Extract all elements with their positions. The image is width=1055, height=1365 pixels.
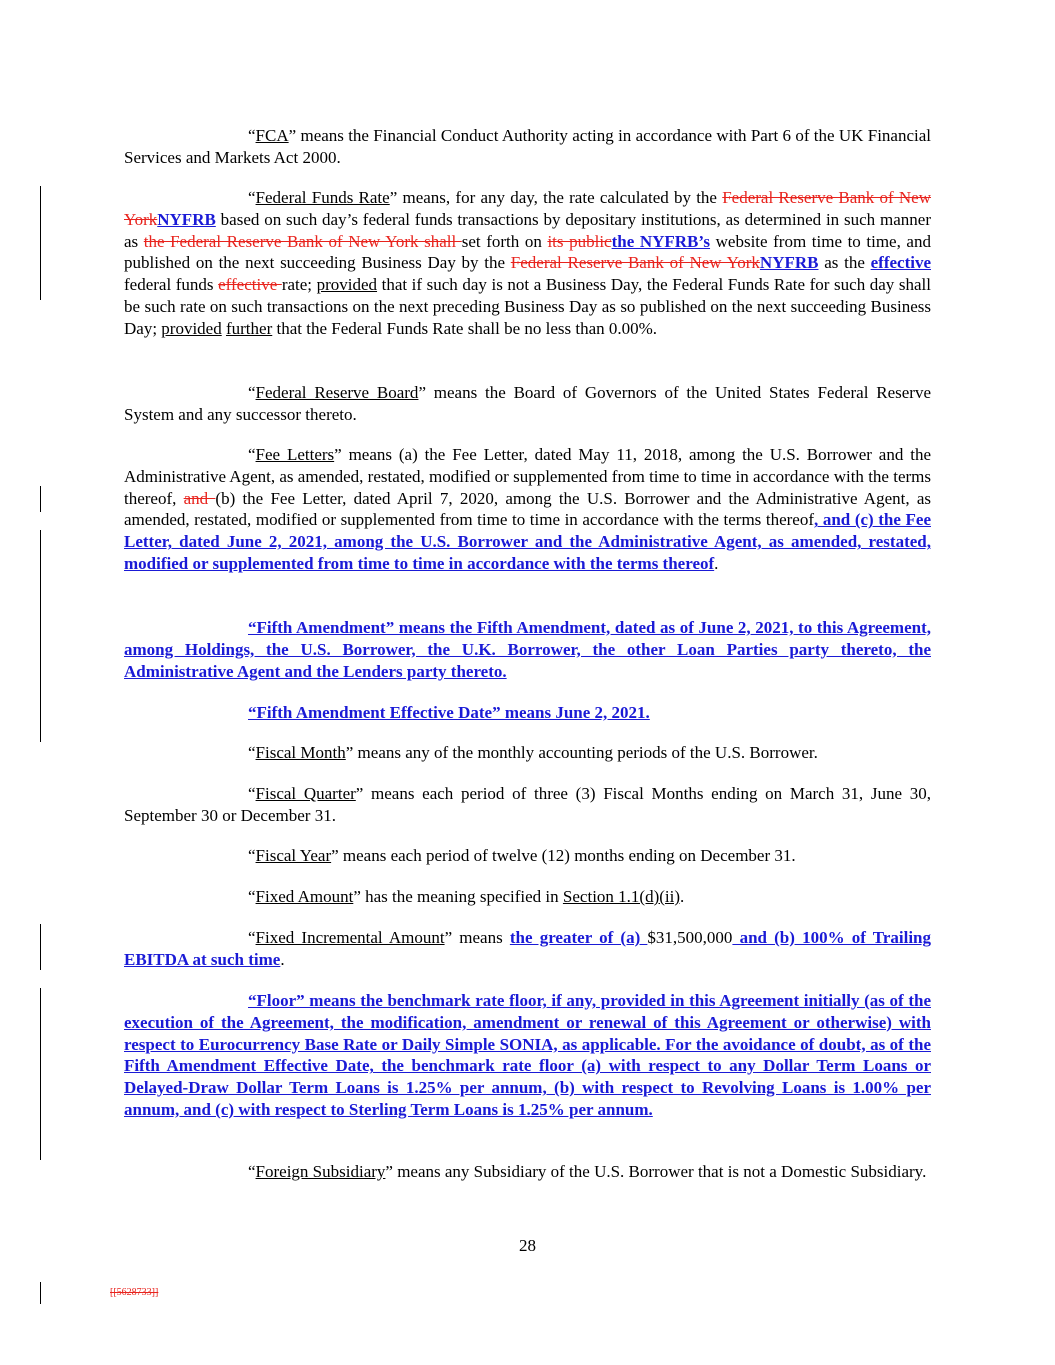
deleted-text: Federal Reserve Bank of New York xyxy=(510,253,760,273)
definition-fifth-amendment xyxy=(124,617,931,682)
definition-fixed-amount: “Fixed Amount” has the meaning specified in Section 1.1(d)(ii). xyxy=(248,887,685,906)
defined-term: Foreign Subsidiary xyxy=(255,1162,386,1181)
change-bar xyxy=(40,924,41,970)
defined-term: Fiscal Quarter xyxy=(255,784,356,803)
inserted-text: NYFRB xyxy=(157,209,216,229)
definition-federal-funds-rate: “Federal Funds Rate” means, for any day, the rate calculated by the Federal Reserve Bank of New YorkNYFRB based on such day’s federal funds transactions by depositary institutions, as determined in such manner as the Federal Reserve Bank of New York shall set forth on its publicthe NYFRB’s website from time to time, and published on the next succeeding Business Day by the Federal Reserve Bank of New YorkNYFRB as the effective federal funds effective rate; provided that if such day is not a Business Day, the Federal Funds Rate for such day shall be such rate on such transactions on the next preceding Business Day as so published on the next succeeding Business Day; provided further that the Federal Funds Rate shall be no less than 0.00%. xyxy=(124,188,932,338)
inserted-text: “Fifth Amendment Effective Date” means June 2, 2021. xyxy=(248,703,650,722)
deleted-text: and xyxy=(183,488,216,508)
definition-federal-reserve-board: “Federal Reserve Board” means the Board of Governors of the United States Federal Reserve System and any successor thereto. xyxy=(124,383,931,424)
definition-fiscal-quarter: “Fiscal Quarter” means each period of three (3) Fiscal Months ending on March 31, June 30, September 30 or December 31. xyxy=(124,784,931,825)
defined-term: Fixed Amount xyxy=(255,887,354,906)
inserted-text: and (b) 100% of Trailing EBITDA at such time xyxy=(124,928,932,969)
definition-floor xyxy=(124,990,931,1121)
deleted-text: the Federal Reserve Bank of New York shall xyxy=(143,231,462,251)
deleted-text: effective xyxy=(218,275,282,295)
definition-fca: “FCA” means the Financial Conduct Authority acting in accordance with Part 6 of the UK Financial Services and Markets Act 2000. xyxy=(124,126,931,167)
definition-fixed-incremental-amount: “Fixed Incremental Amount” means the greater of (a) $31,500,000 and (b) 100% of Trailing EBITDA at such time. xyxy=(124,928,932,969)
deleted-text: its public xyxy=(547,231,612,251)
change-bar xyxy=(40,988,41,1160)
change-bar xyxy=(40,486,41,512)
definition-fifth-amendment-effective-date xyxy=(124,702,931,724)
inserted-text: the greater of (a) xyxy=(509,928,648,947)
defined-term: FCA xyxy=(255,126,289,145)
section-reference: Section 1.1(d)(ii) xyxy=(562,887,681,906)
definition-fee-letters: “Fee Letters” means (a) the Fee Letter, dated May 11, 2018, among the U.S. Borrower and the Administrative Agent, as amended, restated, modified or supplemented from time to time in accordance with the terms thereof, and (b) the Fee Letter, dated April 7, 2020, among the U.S. Borrower and the Administrative Agent, as amended, restated, modified or supplemented from time to time in accordance with the terms thereof, and (c) the Fee Letter, dated June 2, 2021, among the U.S. Borrower and the Administrative Agent, as amended, restated, modified or supplemented from time to time in accordance with the terms thereof. xyxy=(124,445,931,573)
definition-foreign-subsidiary: “Foreign Subsidiary” means any Subsidiary of the U.S. Borrower that is not a Domestic Subsidiary. xyxy=(248,1162,927,1181)
deleted-text: Federal Reserve Bank of New York xyxy=(124,188,932,229)
inserted-text: NYFRB xyxy=(759,253,819,273)
change-bar xyxy=(40,530,41,742)
defined-term: Fee Letters xyxy=(255,445,335,464)
inserted-text: “Fifth Amendment” means the Fifth Amendment, dated as of June 2, 2021, to this Agreement, among Holdings, the U.S. Borrower, the U.K. Borrower, the other Loan Parties party thereto, the Administrative Agent and the Lenders party thereto. xyxy=(124,618,931,681)
change-bar xyxy=(40,186,41,300)
change-bar xyxy=(40,1282,41,1304)
inserted-text: “Floor” means the benchmark rate floor, if any, provided in this Agreement initially (as of the execution of the Agreement, the modification, amendment or renewal of this Agreement or otherwise) with respect to Eurocurrency Base Rate or Daily Simple SONIA, as applicable. For the avoidance of doubt, as of the Fifth Amendment Effective Date, the benchmark rate floor (a) with respect to any Dollar Term Loans or Delayed-Draw Dollar Term Loans is 1.25% per annum, (b) with respect to Revolving Loans is 1.00% per annum, and (c) with respect to Sterling Term Loans is 1.25% per annum. xyxy=(124,991,931,1119)
defined-term: Fiscal Year xyxy=(255,846,332,865)
inserted-text: the NYFRB’s xyxy=(611,231,711,251)
defined-term: Fixed Incremental Amount xyxy=(255,928,445,947)
definition-fiscal-month: “Fiscal Month” means any of the monthly accounting periods of the U.S. Borrower. xyxy=(248,743,818,762)
definition-fiscal-year: “Fiscal Year” means each period of twelve (12) months ending on December 31. xyxy=(248,846,796,865)
defined-term: Federal Funds Rate xyxy=(255,188,390,207)
page-number: 28 xyxy=(519,1236,536,1255)
inserted-text: , and (c) the Fee Letter, dated June 2, 2021, among the U.S. Borrower and the Administrative Agent, as amended, restated, modified or supplemented from time to time in accordance with the terms thereof xyxy=(124,510,931,573)
defined-term: Fiscal Month xyxy=(255,743,346,762)
inserted-text: effective xyxy=(870,253,931,273)
document-id-footer: [[5628733]] xyxy=(110,1287,159,1298)
defined-term: Federal Reserve Board xyxy=(255,383,419,402)
